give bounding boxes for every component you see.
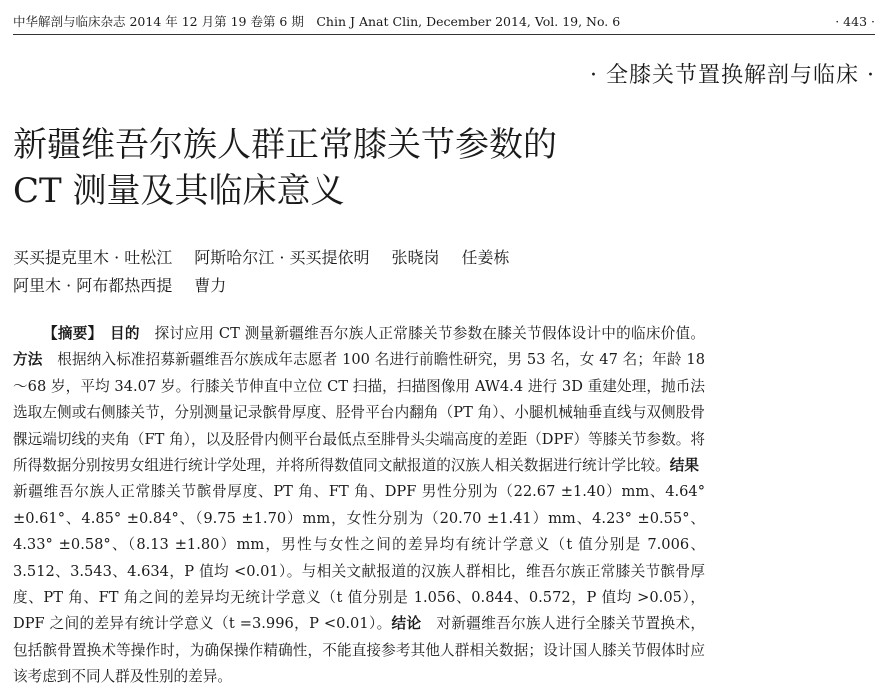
methods-text: 根据纳入标准招募新疆维吾尔族成年志愿者 100 名进行前瞻性研究，男 53 名，女 47 名；年龄 18 ～68 岁，平均 34.07 岁。行膝关节伸直中立位 CT 扫描，扫描图像用 AW4.4 进行 3D 重建处理，抛币法选取左侧或右侧膝关节，分别测量记录髌骨厚度、胫骨平台内翻角（PT 角）、小腿机械轴垂直线与双侧股骨髁远端切线的夹角（FT 角），以及胫骨内侧平台最低点至腓骨头尖端高度的差距（DPF）等膝关节参数。将所得数据分别按男女组进行统计学处理，并将所得数值同文献报道的汉族人相关数据进行统计学比较。 <box>13 351 705 475</box>
column-label: · 全膝关节置换解剖与临床 · <box>590 63 875 88</box>
author: 阿斯哈尔江 · 买买提依明 <box>194 248 370 267</box>
journal-info: 中华解剖与临床杂志 2014 年 12 月第 19 卷第 6 期 Chin J Anat Clin, December 2014, Vol. 19, No. 6 <box>13 14 621 29</box>
author-list <box>13 244 713 300</box>
objective-text: 探讨应用 CT 测量新疆维吾尔族人正常膝关节参数在膝关节假体设计中的临床价值。 <box>139 325 705 342</box>
author: 阿里木 · 阿布都热西提 <box>13 276 173 295</box>
author-line-1 <box>13 244 713 272</box>
results-label: 结果 <box>669 457 699 475</box>
author: 曹力 <box>194 276 227 295</box>
author: 张晓岗 <box>391 248 440 267</box>
abstract-paragraph <box>13 321 714 691</box>
page-number: · 443 · <box>835 14 875 29</box>
author: 买买提克里木 · 吐松江 <box>13 248 173 267</box>
title-line-1: 新疆维吾尔族人群正常膝关节参数的 <box>13 125 557 165</box>
results-text: 新疆维吾尔族人正常膝关节髌骨厚度、PT 角、FT 角、DPF 男性分别为（22.67 ±1.40）mm、4.64° ±0.61°、4.85° ±0.84°、（9.75 ±1.70）mm，女性分别为（20.70 ±1.41）mm、4.23° ±0.55°、4.33° ±0.58°、（8.13 ±1.80）mm，男性与女性之间的差异均有统计学意义（t 值分别是 7.006、3.512、3.543、4.634，P 值均 <0.01）。与相关文献报道的汉族人群相比，维吾尔族正常膝关节髌骨厚度、PT 角、FT 角之间的差异均无统计学意义（t 值分别是 1.056、0.844、0.572，P 值均 >0.05），DPF 之间的差异有统计学意义（t =3.996，P <0.01）。 <box>13 457 714 633</box>
conclusion-text: 对新疆维吾尔族人进行全膝关节置换术，包括髌骨置换术等操作时，为确保操作精确性，不能直接参考其他人群相关数据；设计国人膝关节假体时应该考虑到不同人群及性别的差异。 <box>13 615 705 686</box>
title-line-2: CT 测量及其临床意义 <box>13 171 345 211</box>
conclusion-label: 结论 <box>391 615 422 633</box>
abstract <box>13 321 714 691</box>
author-line-2 <box>13 272 713 300</box>
methods-label: 方法 <box>13 351 43 369</box>
objective-label: 目的 <box>110 325 140 342</box>
running-header <box>13 12 875 35</box>
article-title <box>13 122 733 214</box>
abstract-label: 【摘要】 <box>43 325 96 342</box>
author: 任姜栋 <box>461 248 510 267</box>
